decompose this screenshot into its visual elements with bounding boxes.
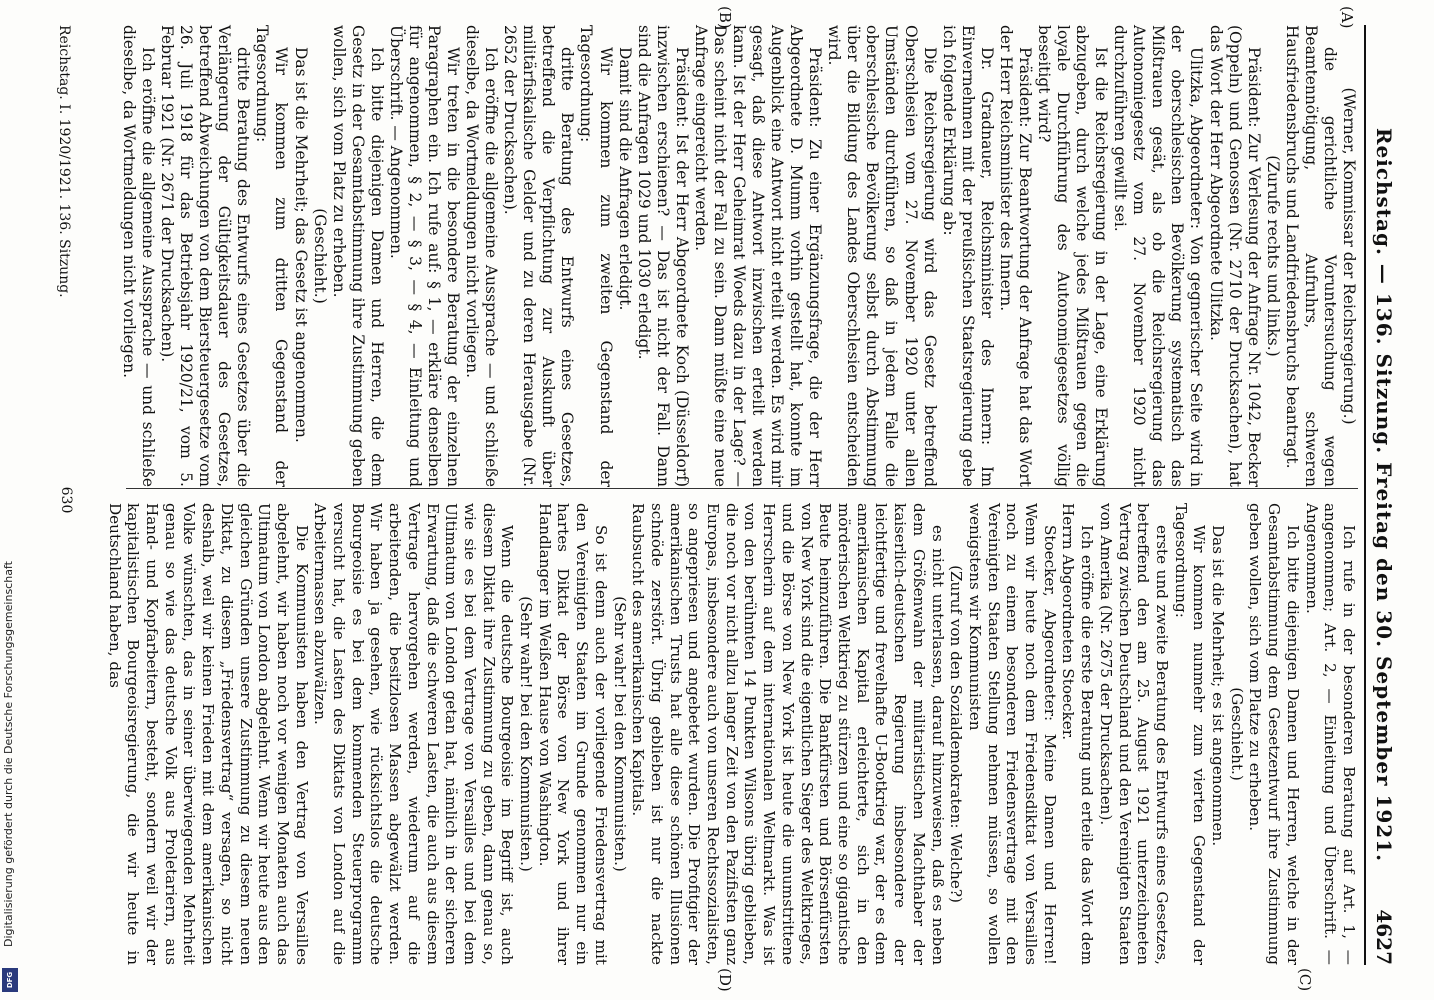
left-column-paragraph: Präsident: Zu einer Ergänzungsfrage, die der Herr Abgeordnete D. Mumm vorhin gestellt hat, konnte im Augenblick eine Antwort nicht erteilt werden. Es wird mir gesagt, daß diese Antwort inzwischen erteilt werden kann. Ist der Herr Geheimrat Woeds dazu in der Lage? — Das scheint nicht der Fall zu sein. Dann müßte eine neue Anfrage eingereicht werden. (691, 25, 825, 487)
footer-page-number: 630 (58, 486, 74, 514)
left-column-paragraph: (Zurufe rechts und links.) (1263, 155, 1282, 357)
right-column-paragraph: Die Kommunisten haben den Vertrag von Versailles abgelehnt, wir haben noch vor wenigen Monaten auch das Ultimatum von London abgelehnt. Wenn wir heute aus den gleichen Gründen unsere Zustimmung zu diesem neuen Diktat, zu diesem „Friedensvertrag“ versagen, so nicht deshalb, weil wir keinen Frieden mit dem amerikanischen Volke wünschten, das in seiner überwiegenden Mehrheit genau so wie das deutsche Volk aus Proletariern, aus Hand- und Kopfarbeitern, besteht, sondern weil wir der kapitalistischen Bourgeoisregierung, die wir heute in Deutschland haben, das (105, 503, 311, 965)
left-column-paragraph: (Geschieht.) (310, 208, 329, 304)
left-column-paragraph: Ulitzka, Abgeordneter: Von gegnerischer Seite wird in der oberschlesischen Bevölkerung systematisch das Mißtrauen gesät, als ob die Reichsregierung das Autonomiegesetz vom 27. November 1920 nicht durchzuführen gewillt sei. (1111, 25, 1206, 487)
right-column-paragraph: Das ist die Mehrheit; es ist angenommen. (1209, 525, 1228, 847)
left-column-paragraph: Damit sind die Anfragen erledigt. (615, 47, 634, 311)
right-column-paragraph: erste und zweite Beratung des Entwurfs eines Gesetzes, betreffend den am 25. August 1921 unterzeichneten Vertrag zwischen Deutschland und den Vereinigten Staaten von Amerika (Nr. 2675 der Drucksachen). (1096, 503, 1171, 965)
left-column-paragraph: Ich eröffne die allgemeine Aussprache — und schließe dieselbe, da Wortmeldungen nicht vorliegen. (463, 25, 501, 487)
left-column-paragraph: Dr. Gradnauer, Reichsminister des Innern: Im Einvernehmen mit der preußischen Staatsregierung gebe ich folgende Erklärung ab: (939, 25, 996, 487)
digitization-credit (0, 0, 22, 1000)
left-column-paragraph: Präsident: Zur Verlesung der Anfrage Nr. 1042, Becker (Oppeln) und Genossen (Nr. 2710 der Drucksachen), hat das Wort der Herr Abgeordnete Ulitzka. (1206, 25, 1263, 487)
right-text-column (105, 503, 1358, 965)
page-header (1366, 25, 1396, 965)
right-column-paragraph: Stoecker, Abgeordneter: Meine Damen und Herren! Wenn wir heute noch dem Friedensdiktat von Versailles noch zu einem besonderen Friedensvertrage mit den Vereinigten Staaten Stellung nehmen müssen, so wollen wenigstens wir Kommunisten (965, 503, 1059, 965)
right-column-paragraph: Ich eröffne die erste Beratung und erteile das Wort dem Herrn Abgeordneten Stoecker. (1059, 503, 1097, 965)
right-column-paragraph: So ist denn auch der vorliegende Friedensvertrag mit den Vereinigten Staaten im Grunde genommen nur ein hartes Diktat der Börse von New York und ihrer Handlanger im Weißen Hause von Washington. (535, 503, 610, 965)
left-column-paragraph: Ich bitte diejenigen Damen und Herren, die dem Gesetz in der Gesamtabstimmung ihre Zustimmung geben wollen, sich vom Platz zu erheben. (329, 25, 386, 487)
left-column-paragraph: Wir kommen zum zweiten Gegenstand der Tagesordnung: (577, 25, 615, 487)
dfg-logo-text: DFG (6, 971, 14, 989)
header-title: Reichstag. — 136. Sitzung. Freitag den 30. September 1921. (1372, 127, 1396, 863)
right-column-paragraph: (Zuruf von den Sozialdemokraten: Welche?) (947, 565, 966, 903)
left-column-paragraph: Wir kommen zum dritten Gegenstand der Tagesordnung: (253, 25, 291, 487)
right-column-paragraph: es nicht unterlassen, darauf hinzuweisen, daß es neben dem Größenwahn der militaristischen Machthaber der kaiserlich-deutschen Regierung insbesondere der leichtfertige und frevelhafte U-Bootkrieg war, der es dem amerikanischen Kapital erleichterte, sich in den mörderischen Weltkrieg zu stürzen und eine so gigantische Beute heimzuführen. Die Bankfürsten und Börsenfürsten von New York sind die eigentlichen Sieger des Weltkrieges, und die Börse von New York ist heute die unumstrittene Herrscherin auf dem internationalen Weltmarkt. Was ist von den berühmten 14 Punkten Wilsons übrig geblieben, die noch vor nicht allzu langer Zeit von den Pazifisten ganz Europas, insbesondere auch von unseren Rechtssozialisten, so angepriesen und angebetet wurden. Die Profitgier der amerikanischen Trusts hat alle diese schönen Illusionen schnöde zerstört. Übrig geblieben ist nur die nackte Raubsucht des amerikanischen Kapitals. (629, 503, 947, 965)
right-column-paragraph: (Geschieht.) (1227, 687, 1246, 781)
left-column-paragraph: dritte Beratung des Entwurfs eines Gesetzes über die Verlängerung der Gültigkeitsdauer des Gesetzes, betreffend Abweichungen von dem Biersteuergesetze vom 26. Juli 1918 für das Betriebsjahr 1920/21, vom 5. Februar 1921 (Nr. 2671 der Drucksachen). (158, 25, 253, 487)
margin-mark-d: (D) (716, 968, 734, 992)
left-column-paragraph: (Werner, Kommissar der Reichsregierung.) (1340, 87, 1358, 425)
header-rule (1364, 25, 1366, 965)
right-column-paragraph: Ich bitte diejenigen Damen und Herren, welche in der Gesamtabstimmung dem Gesetzentwurf ihre Zustimmung geben wollen, sich vom Platze zu erheben. (1246, 503, 1302, 965)
margin-mark-b: (B) (716, 6, 734, 29)
left-column-paragraph: Wir treten in die besondere Beratung der einzelnen Paragraphen ein. Ich rufe auf: § 1, — erkläre denselben für angenommen, § 2, — § 3, — § 4, — Einleitung und Überschrift. — Angenommen. (386, 25, 463, 487)
left-column-paragraph: dritte Beratung des Entwurfs eines Gesetzes, betreffend die Verpflichtung zur Auskunft über militärfiskalische Gelder und zu deren Herausgabe (Nr. 2652 der Drucksachen). (501, 25, 577, 487)
right-column-paragraph: (Sehr wahr! bei den Kommunisten.) (517, 596, 536, 872)
margin-mark-a: (A) (1338, 6, 1356, 29)
right-column-paragraph: (Sehr wahr! bei den Kommunisten.) (610, 596, 629, 872)
right-column-paragraph: Wir kommen nunmehr zum vierten Gegenstand der Tagesordnung: (1171, 503, 1209, 965)
left-column-paragraph: die gerichtliche Voruntersuchung wegen Beamtennötigung, Aufruhrs, schweren Hausfriedensbruchs und Landfriedensbruchs beantragt. (1282, 25, 1339, 487)
left-column-paragraph: Ist die Reichsregierung in der Lage, eine Erklärung abzugeben, durch welche jedes Mißtrauen gegen die loyale Durchführung des Autonomiegesetzes völlig beseitigt wird? (1035, 25, 1111, 487)
left-column-paragraph: Präsident: Ist der Herr Abgeordnete Koch (Düsseldorf) inzwischen erschienen? — Das ist nicht der Fall. Dann sind die Anfragen 1029 und 1030 erledigt. (634, 25, 691, 487)
right-column-paragraph: Wenn die deutsche Bourgeoisie im Begriff ist, auch diesem Diktat ihre Zustimmung zu geben, dann genau so, wie sie es bei dem Vertrage von Versailles und bei dem Ultimatum von London getan hat, nämlich in der sicheren Erwartung, daß die schweren Lasten, die auch aus diesem Vertrage hervorgehen werden, wiederum auf die arbeitenden, die besitzlosen Massen abgewälzt werden. Wir haben ja gesehen, wie rücksichtslos die deutsche Bourgeoisie es bei dem kommenden Steuerprogramm versucht hat, die Lasten des Diktats von London auf die Arbeitermassen abzuwälzen. (311, 503, 517, 965)
credit-text: Digitalisierung gefördert durch die Deutsche Forschungsgemeinschaft (2, 561, 15, 947)
margin-mark-c: (C) (1296, 968, 1314, 992)
left-column-paragraph: Das ist die Mehrheit; das Gesetz ist angenommen. (291, 47, 310, 443)
right-column-paragraph: Ich rufe in der besonderen Beratung auf Art. 1, — angenommen; Art. 2, — Einleitung und Überschrift. — Angenommen. (1302, 503, 1358, 965)
left-column-paragraph: Ich eröffne die allgemeine Aussprache — und schließe dieselbe, da Wortmeldungen nicht vorliegen. (120, 25, 158, 487)
left-column-paragraph: Präsident: Zur Beantwortung der Anfrage hat das Wort der Herr Reichsminister des Innern. (996, 25, 1034, 487)
header-page-number: 4627 (1372, 909, 1396, 965)
left-column-paragraph: Die Reichsregierung wird das Gesetz betreffend Oberschlesien vom 27. November 1920 unter allen Umständen durchführen, so daß in jedem Falle die oberschlesische Bevölkerung selbst durch Abstimmung über die Bildung des Landes Oberschlesien entscheiden wird. (825, 25, 939, 487)
left-text-column (119, 25, 1358, 487)
dfg-logo (2, 968, 18, 992)
column-divider (126, 488, 1358, 489)
footer-citation: Reichstag. I. 1920/1921. 136. Sitzung. (56, 25, 72, 298)
